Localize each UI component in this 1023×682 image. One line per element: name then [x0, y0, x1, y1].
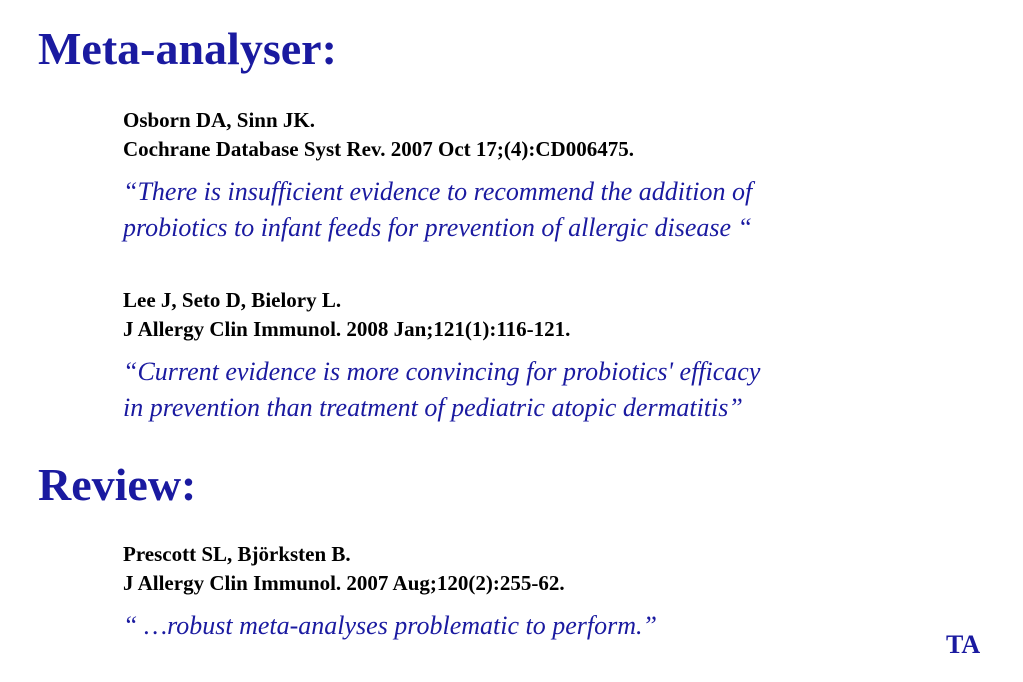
- reference-authors: Lee J, Seto D, Bielory L.: [123, 288, 342, 312]
- reference-prescott: [123, 540, 953, 644]
- review-heading: Review:: [38, 459, 197, 510]
- reference-citation: Cochrane Database Syst Rev. 2007 Oct 17;(4):CD006475.: [123, 137, 634, 161]
- reference-citation: J Allergy Clin Immunol. 2007 Aug;120(2):255-62.: [123, 571, 565, 595]
- reference-lee: [123, 286, 953, 426]
- quote-line: “Current evidence is more convincing for probiotics' efficacy: [123, 357, 761, 386]
- reference-authors: Prescott SL, Björksten B.: [123, 542, 351, 566]
- reference-authors: Osborn DA, Sinn JK.: [123, 108, 315, 132]
- author-initials: TA: [946, 630, 981, 659]
- reference-quote: [123, 174, 953, 246]
- reference-quote: [123, 354, 953, 426]
- reference-citation: J Allergy Clin Immunol. 2008 Jan;121(1):116-121.: [123, 317, 571, 341]
- quote-line: “There is insufficient evidence to recommend the addition of: [123, 177, 753, 206]
- quote-line: probiotics to infant feeds for prevention of allergic disease “: [123, 213, 752, 242]
- meta-analyses-heading: Meta-analyser:: [38, 23, 337, 74]
- quote-line: in prevention than treatment of pediatric atopic dermatitis”: [123, 393, 743, 422]
- reference-quote: [123, 608, 953, 644]
- reference-osborn: [123, 106, 953, 246]
- quote-line: “ …robust meta-analyses problematic to perform.”: [123, 611, 657, 640]
